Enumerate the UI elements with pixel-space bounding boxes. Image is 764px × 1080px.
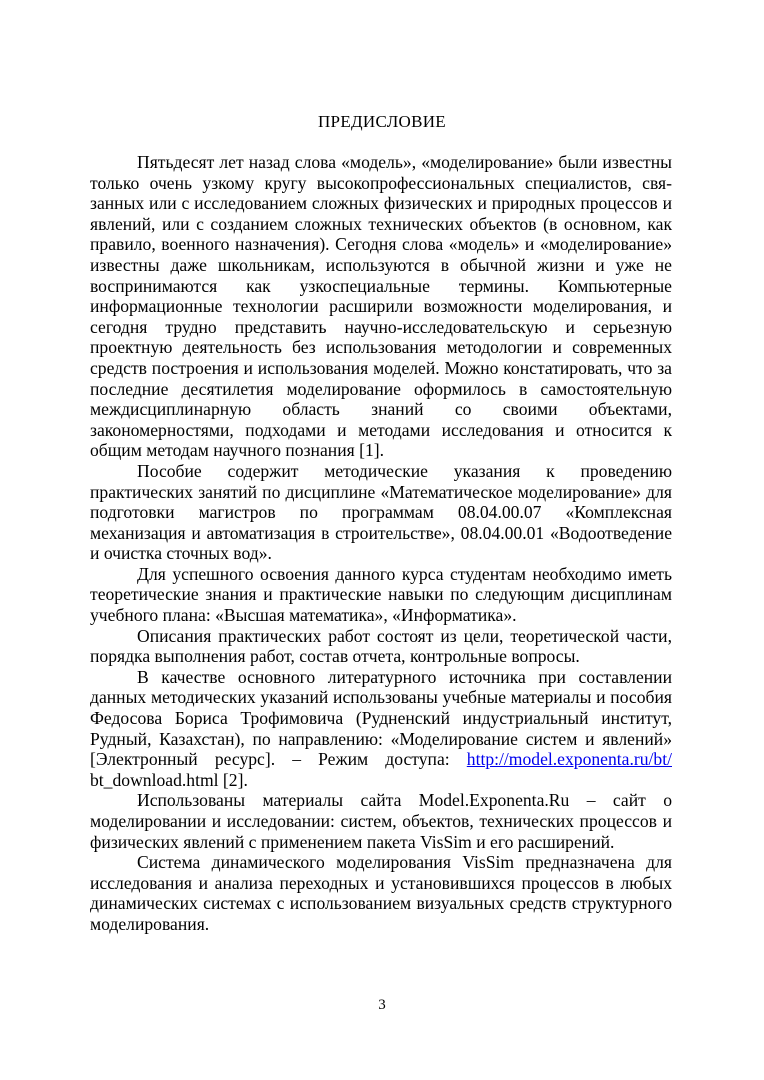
page-title: ПРЕДИСЛОВИЕ (317, 112, 446, 131)
sources-text-end: bt_download.html [2]. (90, 769, 248, 790)
paragraph-site-materials: Использованы материалы сайта Model.Exponenta.Ru – сайт о моделировании и исследовании: систем, объектов, технических процессов и физических явлений с применением пакета VisSim и его расширений. (90, 790, 672, 852)
paragraph-prerequisites: Для успешного освоения данного курса студентам необходимо иметь теоретические знания и практические навыки по следующим дисциплинам учебного плана: «Высшая математика», «Информатика». (90, 563, 672, 626)
source-link[interactable]: http://model.exponenta.ru/bt/ (466, 749, 672, 770)
sources-text: В качестве основного литературного источника при составлении данных методических указаний использованы учебные материалы и пособия Федосова Бориса Трофимовича (Рудненский индустриальный институт, Рудный, Казахстан), по направлению: «Моделирование систем и явлений» [Электронный ресурс]. – Режим доступа: (90, 666, 672, 770)
paragraph-structure: Описания практических работ состоят из цели, теоретической части, порядка выполнения работ, состав отчета, контрольные вопросы. (90, 625, 672, 667)
paragraph-intro: Пятьдесят лет назад слова «модель», «моделирование» были известны только очень узкому кругу высокопрофессиональных специалистов, свя-занных или с исследованием сложных физических и природных процессов и явлений, или с созданием сложных технических объектов (в основном, как правило, военного назначения). Сегодня слова «модель» и «моделирование» известны даже школьникам, используются в обычной жизни и уже не воспринимаются как узкоспециальные термины. Компьютерные информационные технологии расширили возможности моделирования, и сегодня трудно представить научно-исследовательскую и серьезную проектную деятельность без использования методологии и современных средств построения и использования моделей. Можно констатировать, что за последние десятилетия моделирование оформилось в самостоятельную междисциплинарную область знаний со своими объектами, закономерностями, подходами и методами исследования и относится к общим методам научного познания [1]. (90, 152, 672, 461)
paragraph-manual-purpose: Пособие содержит методические указания к проведению практических занятий по дисциплине «Математическое моделирование» для подготовки магистров по программам 08.04.00.07 «Комплексная механизация и автоматизация в строительстве», 08.04.00.01 «Водоотведение и очистка сточных вод». (90, 460, 672, 564)
paragraph-vissim: Система динамического моделирования VisSim предназначена для исследования и анализа переходных и установившихся процессов в любых динамических системах с использованием визуальных средств структурного моделирования. (90, 852, 672, 934)
paragraph-sources (90, 667, 672, 791)
page-number: 3 (378, 997, 386, 1013)
body-text (90, 152, 672, 935)
